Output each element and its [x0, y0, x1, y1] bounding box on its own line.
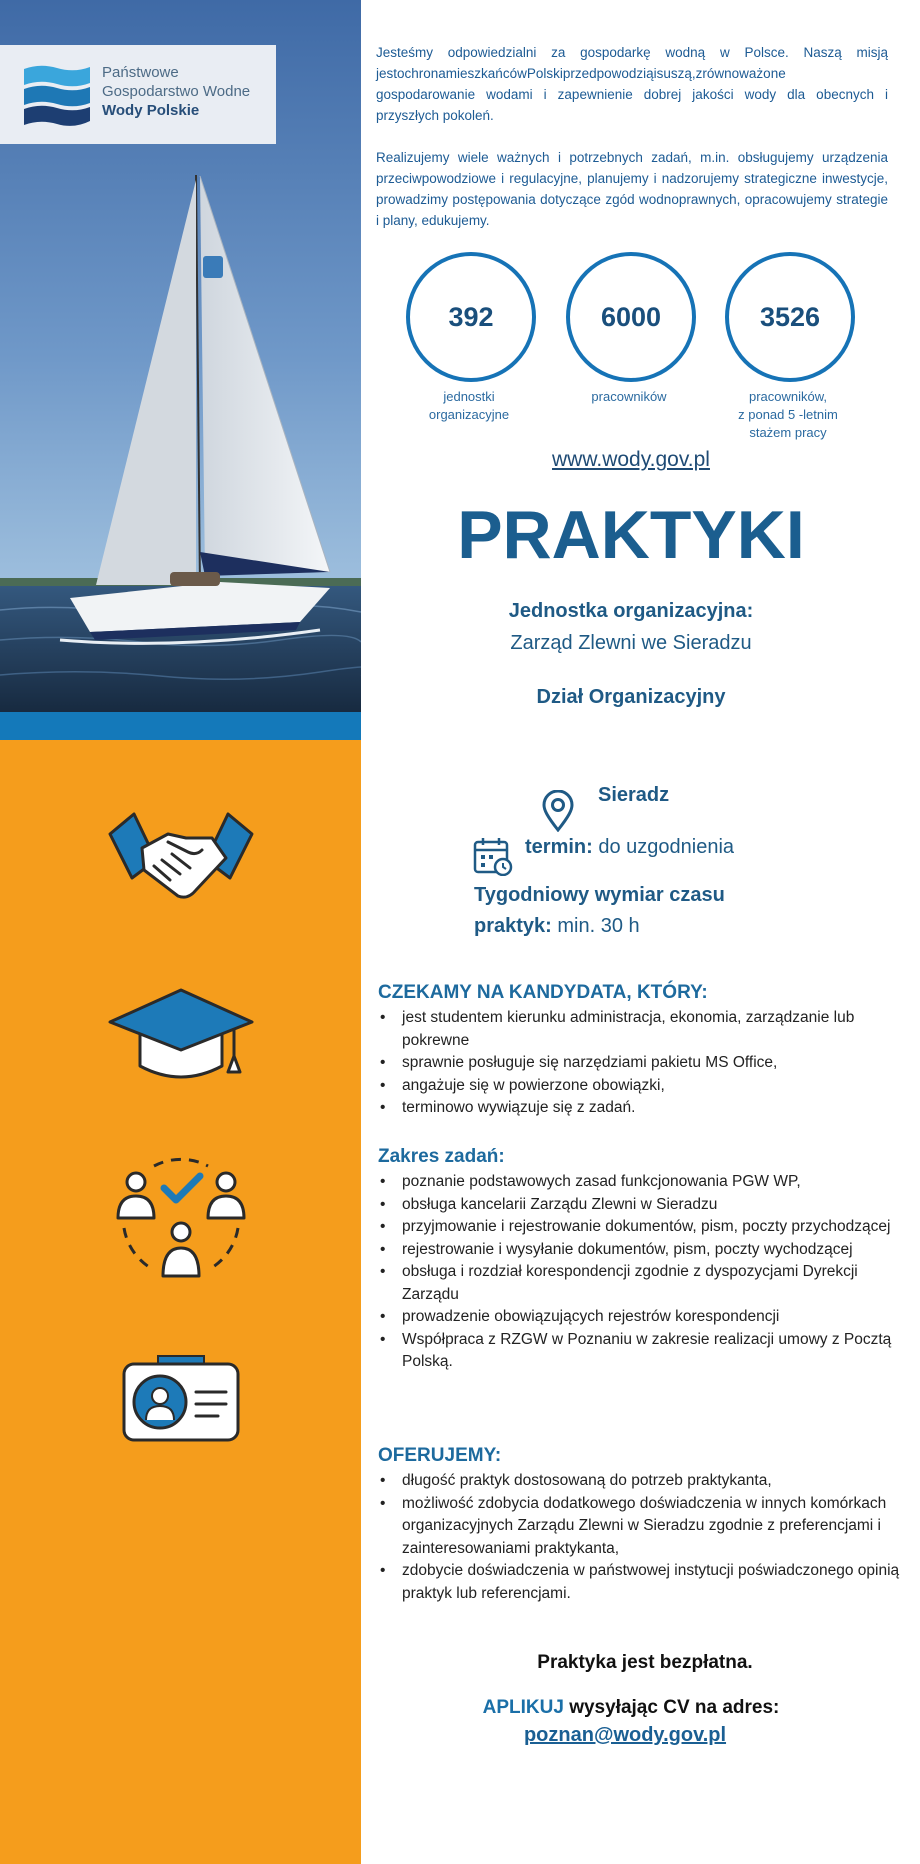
apply-rest: wysyłając CV na adres:: [569, 1697, 780, 1718]
email-link[interactable]: poznan@wody.gov.pl: [523, 1724, 727, 1746]
term-label: termin:: [525, 836, 593, 858]
list-item: • przyjmowanie i rejestrowanie dokumentów, pism, poczty przychodzącej: [378, 1216, 903, 1239]
hours-label-line2: praktyk:: [474, 915, 552, 937]
hours-label-line1: Tygodniowy wymiar czasu: [474, 884, 725, 906]
id-card-icon: [122, 1354, 240, 1444]
list-item: • angażuje się w powierzone obowiązki,: [378, 1075, 903, 1098]
intro-paragraph-2: Realizujemy wiele ważnych i potrzebnych zadań, m.in. obsługujemy urządzenia przeciwpowodziowe i regulacyjne, planujemy i nadzorujemy strategiczne inwestycje, prowadzimy postępowania dotyczące zgód wodnoprawnych, opracowujemy strategie i plany, edukujemy.: [376, 150, 888, 228]
blue-band: [0, 712, 361, 740]
list-item: • prowadzenie obowiązujących rejestrów korespondencji: [378, 1306, 903, 1329]
hours-value: min. 30 h: [557, 915, 640, 937]
list-item: • możliwość zdobycia dodatkowego doświadczenia w innych komórkach organizacyjnych Zarządu Zlewni w Sieradzu zgodnie z preferencjami i zainteresowaniami praktykanta,: [378, 1493, 903, 1561]
stat-circle-seniority: 3526: [725, 252, 855, 382]
stat-label-seniority: pracowników, z ponad 5 -letnim stażem pracy: [738, 389, 838, 440]
offer-list: [378, 1470, 903, 1605]
list-item: • obsługa kancelarii Zarządu Zlewni w Sieradzu: [378, 1194, 903, 1217]
offer-heading: OFERUJEMY:: [378, 1445, 502, 1466]
logo-line-1: Państwowe: [102, 64, 179, 81]
unit-label: Jednostka organizacyjna:: [508, 600, 754, 622]
tasks-heading: Zakres zadań:: [378, 1146, 505, 1167]
stat-label-units: jednostki organizacyjne: [428, 389, 510, 422]
unit-name: Zarząd Zlewni we Sieradzu: [510, 632, 752, 654]
intro-paragraph-1: Jesteśmy odpowiedzialni za gospodarkę wodną w Polsce. Naszą misją jestochronamieszkańcówPolskiprzedpowodziąisuszą,zrównoważone gospodarowanie wodami i zapewnienie dobrej jakości wody dla obecnych i przyszłych pokoleń.: [376, 45, 888, 123]
apply-row: [361, 1697, 901, 1719]
list-item: • zdobycie doświadczenia w państwowej instytucji poświadczonego opinią praktyk lub referencjami.: [378, 1560, 903, 1605]
location-pin-icon: [541, 790, 575, 832]
department: Dział Organizacyjny: [536, 686, 726, 708]
term-value: do uzgodnienia: [598, 836, 735, 858]
hours-block: [474, 880, 725, 942]
list-item: • poznanie podstawowych zasad funkcjonowania PGW WP,: [378, 1171, 903, 1194]
list-item: • jest studentem kierunku administracja, ekonomia, zarządzanie lub pokrewne: [378, 1007, 903, 1052]
website-link[interactable]: www.wody.gov.pl: [552, 448, 710, 471]
stat-circle-employees: 6000: [566, 252, 696, 382]
term-row: [525, 836, 734, 859]
stat-circle-units: 392: [406, 252, 536, 382]
page-title: PRAKTYKI: [457, 497, 805, 573]
wody-polskie-logo-icon: [22, 63, 92, 129]
logo-line-3: Wody Polskie: [102, 102, 200, 119]
logo: [0, 45, 276, 144]
free-note: Praktyka jest bezpłatna.: [537, 1652, 753, 1673]
tasks-list: [378, 1171, 903, 1374]
list-item: • rejestrowanie i wysyłanie dokumentów, pism, poczty wychodzącej: [378, 1239, 903, 1262]
location-city: Sieradz: [598, 784, 670, 806]
right-column: [361, 0, 920, 1864]
graduation-cap-icon: [106, 988, 256, 1084]
handshake-icon: [108, 808, 254, 908]
logo-line-2: Gospodarstwo Wodne: [102, 83, 251, 100]
list-item: • sprawnie posługuje się narzędziami pakietu MS Office,: [378, 1052, 903, 1075]
requirements-heading: CZEKAMY NA KANDYDATA, KTÓRY:: [378, 982, 708, 1003]
apply-word: APLIKUJ: [482, 1697, 564, 1718]
list-item: • terminowo wywiązuje się z zadań.: [378, 1097, 903, 1120]
website-link-row: [361, 448, 901, 472]
list-item: • obsługa i rozdział korespondencji zgodnie z dyspozycjami Dyrekcji Zarządu: [378, 1261, 903, 1306]
stat-label-employees: pracowników: [591, 389, 667, 404]
calendar-icon: [473, 836, 513, 876]
list-item: • długość praktyk dostosowaną do potrzeb praktykanta,: [378, 1470, 903, 1493]
left-column: [0, 0, 361, 1864]
team-check-icon: [114, 1156, 248, 1280]
requirements-list: [378, 1007, 903, 1120]
list-item: • Współpraca z RZGW w Poznaniu w zakresie realizacji umowy z Pocztą Polską.: [378, 1329, 903, 1374]
